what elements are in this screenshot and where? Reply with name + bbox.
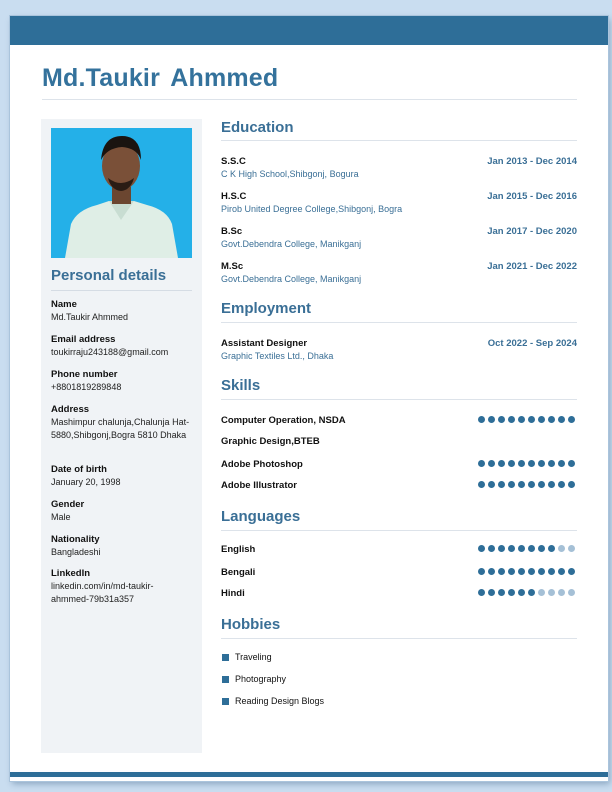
education-title: Education — [221, 119, 294, 136]
education-school: Govt.Debendra College, Manikganj — [221, 239, 362, 249]
detail-label: LinkedIn — [51, 568, 91, 579]
rating-dot-filled — [478, 545, 485, 552]
rating-dot-filled — [478, 568, 485, 575]
skill-name: Computer Operation, NSDA — [221, 415, 346, 426]
employment-dates: Oct 2022 - Sep 2024 — [487, 338, 577, 349]
education-school: Govt.Debendra College, Manikganj — [221, 274, 362, 284]
skill-name: Graphic Design,BTEB — [221, 436, 320, 447]
education-degree: B.Sc — [221, 226, 243, 237]
education-entry — [221, 261, 577, 287]
person-photo-icon — [51, 128, 192, 258]
rating-dot-filled — [488, 416, 495, 423]
rating-dot-filled — [498, 481, 505, 488]
detail-birthdate — [51, 464, 196, 489]
education-school: Pirob United Degree College,Shibgonj, Bogra — [221, 204, 403, 214]
rating-dot-filled — [488, 481, 495, 488]
education-degree: M.Sc — [221, 261, 244, 272]
education-dates: Jan 2013 - Dec 2014 — [487, 156, 577, 167]
skills-divider — [221, 399, 577, 400]
rating-dot-filled — [498, 589, 505, 596]
detail-label: Gender — [51, 499, 85, 510]
rating-dot-filled — [498, 545, 505, 552]
detail-label: Date of birth — [51, 464, 107, 475]
skill-row — [221, 458, 577, 472]
rating-dot-filled — [508, 545, 515, 552]
skills-title: Skills — [221, 377, 261, 394]
rating-dot-empty — [548, 589, 555, 596]
rating-dot-filled — [538, 460, 545, 467]
skill-row — [221, 479, 577, 493]
detail-value: Bangladeshi — [51, 547, 101, 557]
rating-dot-filled — [528, 481, 535, 488]
footer-bar — [10, 772, 608, 777]
rating-dot-filled — [538, 568, 545, 575]
employment-divider — [221, 322, 577, 323]
rating-dot-filled — [478, 481, 485, 488]
skill-name: Adobe Photoshop — [221, 459, 303, 470]
skill-rating — [475, 460, 575, 469]
rating-dot-filled — [488, 460, 495, 467]
rating-dot-filled — [518, 568, 525, 575]
detail-value: toukirraju243188@gmail.com — [51, 347, 169, 357]
rating-dot-filled — [518, 416, 525, 423]
education-degree: S.S.C — [221, 156, 246, 167]
rating-dot-filled — [558, 481, 565, 488]
language-rating — [475, 589, 575, 598]
rating-dot-filled — [528, 545, 535, 552]
language-row — [221, 543, 577, 557]
detail-label: Nationality — [51, 534, 100, 545]
education-divider — [221, 140, 577, 141]
language-rating — [475, 545, 575, 554]
detail-value: Male — [51, 512, 71, 522]
rating-dot-filled — [488, 589, 495, 596]
skill-row — [221, 414, 577, 428]
hobbies-divider — [221, 638, 577, 639]
rating-dot-filled — [488, 545, 495, 552]
rating-dot-filled — [528, 460, 535, 467]
rating-dot-filled — [528, 416, 535, 423]
hobby-label: Photography — [235, 674, 287, 684]
languages-divider — [221, 530, 577, 531]
rating-dot-filled — [478, 460, 485, 467]
rating-dot-filled — [538, 481, 545, 488]
rating-dot-filled — [548, 545, 555, 552]
rating-dot-filled — [518, 545, 525, 552]
skill-rating — [475, 481, 575, 490]
square-bullet-icon — [222, 654, 229, 661]
employment-role: Assistant Designer — [221, 338, 308, 349]
education-dates: Jan 2021 - Dec 2022 — [487, 261, 577, 272]
name-divider — [42, 99, 577, 100]
education-entry — [221, 156, 577, 182]
language-row — [221, 587, 577, 601]
rating-dot-empty — [558, 545, 565, 552]
rating-dot-empty — [568, 545, 575, 552]
rating-dot-filled — [498, 416, 505, 423]
detail-name — [51, 299, 196, 324]
candidate-name: Md.Taukir Ahmmed — [42, 64, 279, 92]
rating-dot-filled — [568, 460, 575, 467]
rating-dot-filled — [478, 416, 485, 423]
rating-dot-filled — [508, 460, 515, 467]
rating-dot-filled — [488, 568, 495, 575]
detail-value: Md.Taukir Ahmmed — [51, 312, 129, 322]
hobbies-title: Hobbies — [221, 616, 281, 633]
rating-dot-filled — [508, 416, 515, 423]
detail-nationality — [51, 534, 196, 559]
language-name: English — [221, 544, 256, 555]
header-bar — [10, 16, 608, 45]
education-entry — [221, 226, 577, 252]
rating-dot-filled — [558, 568, 565, 575]
rating-dot-filled — [558, 460, 565, 467]
detail-label: Address — [51, 404, 90, 415]
rating-dot-filled — [568, 568, 575, 575]
language-name: Bengali — [221, 567, 256, 578]
rating-dot-filled — [528, 568, 535, 575]
square-bullet-icon — [222, 676, 229, 683]
rating-dot-filled — [508, 568, 515, 575]
detail-label: Name — [51, 299, 77, 310]
education-entry — [221, 191, 577, 217]
rating-dot-filled — [548, 416, 555, 423]
skill-row — [221, 435, 577, 449]
rating-dot-filled — [508, 481, 515, 488]
employment-entry — [221, 338, 577, 364]
detail-phone — [51, 369, 196, 394]
detail-label: Email address — [51, 334, 116, 345]
rating-dot-filled — [548, 460, 555, 467]
profile-photo — [51, 128, 192, 258]
skill-rating — [475, 416, 575, 425]
education-degree: H.S.C — [221, 191, 247, 202]
rating-dot-filled — [518, 481, 525, 488]
square-bullet-icon — [222, 698, 229, 705]
detail-value: January 20, 1998 — [51, 477, 121, 487]
employment-company: Graphic Textiles Ltd., Dhaka — [221, 351, 334, 361]
detail-linkedin — [51, 568, 176, 605]
rating-dot-filled — [548, 568, 555, 575]
hobby-label: Reading Design Blogs — [235, 696, 325, 706]
detail-address — [51, 404, 191, 441]
rating-dot-empty — [558, 589, 565, 596]
languages-title: Languages — [221, 508, 301, 525]
detail-email — [51, 334, 196, 359]
linkedin-link[interactable]: linkedin.com/in/md-taukir-ahmmed-79b31a357 — [51, 581, 154, 604]
personal-details-title: Personal details — [51, 267, 167, 284]
rating-dot-filled — [498, 568, 505, 575]
language-row — [221, 566, 577, 580]
sidebar — [41, 119, 202, 753]
rating-dot-filled — [538, 416, 545, 423]
skill-name: Adobe Illustrator — [221, 480, 298, 491]
rating-dot-filled — [558, 416, 565, 423]
rating-dot-filled — [548, 481, 555, 488]
detail-value: Mashimpur chalunja,Chalunja Hat-5880,Shibgonj,Bogra 5810 Dhaka — [51, 417, 190, 440]
rating-dot-empty — [568, 589, 575, 596]
education-school: C K High School,Shibgonj, Bogura — [221, 169, 359, 179]
detail-gender — [51, 499, 196, 524]
rating-dot-filled — [478, 589, 485, 596]
rating-dot-filled — [498, 460, 505, 467]
rating-dot-filled — [568, 481, 575, 488]
rating-dot-empty — [538, 589, 545, 596]
rating-dot-filled — [568, 416, 575, 423]
language-rating — [475, 568, 575, 577]
rating-dot-filled — [518, 460, 525, 467]
rating-dot-filled — [538, 545, 545, 552]
hobby-label: Traveling — [235, 652, 272, 662]
education-dates: Jan 2017 - Dec 2020 — [487, 226, 577, 237]
rating-dot-filled — [528, 589, 535, 596]
detail-label: Phone number — [51, 369, 118, 380]
resume-page — [10, 16, 608, 781]
employment-title: Employment — [221, 300, 312, 317]
rating-dot-filled — [518, 589, 525, 596]
rating-dot-filled — [508, 589, 515, 596]
language-name: Hindi — [221, 588, 245, 599]
personal-details-divider — [51, 290, 192, 291]
education-dates: Jan 2015 - Dec 2016 — [487, 191, 577, 202]
detail-value: +8801819289848 — [51, 382, 122, 392]
